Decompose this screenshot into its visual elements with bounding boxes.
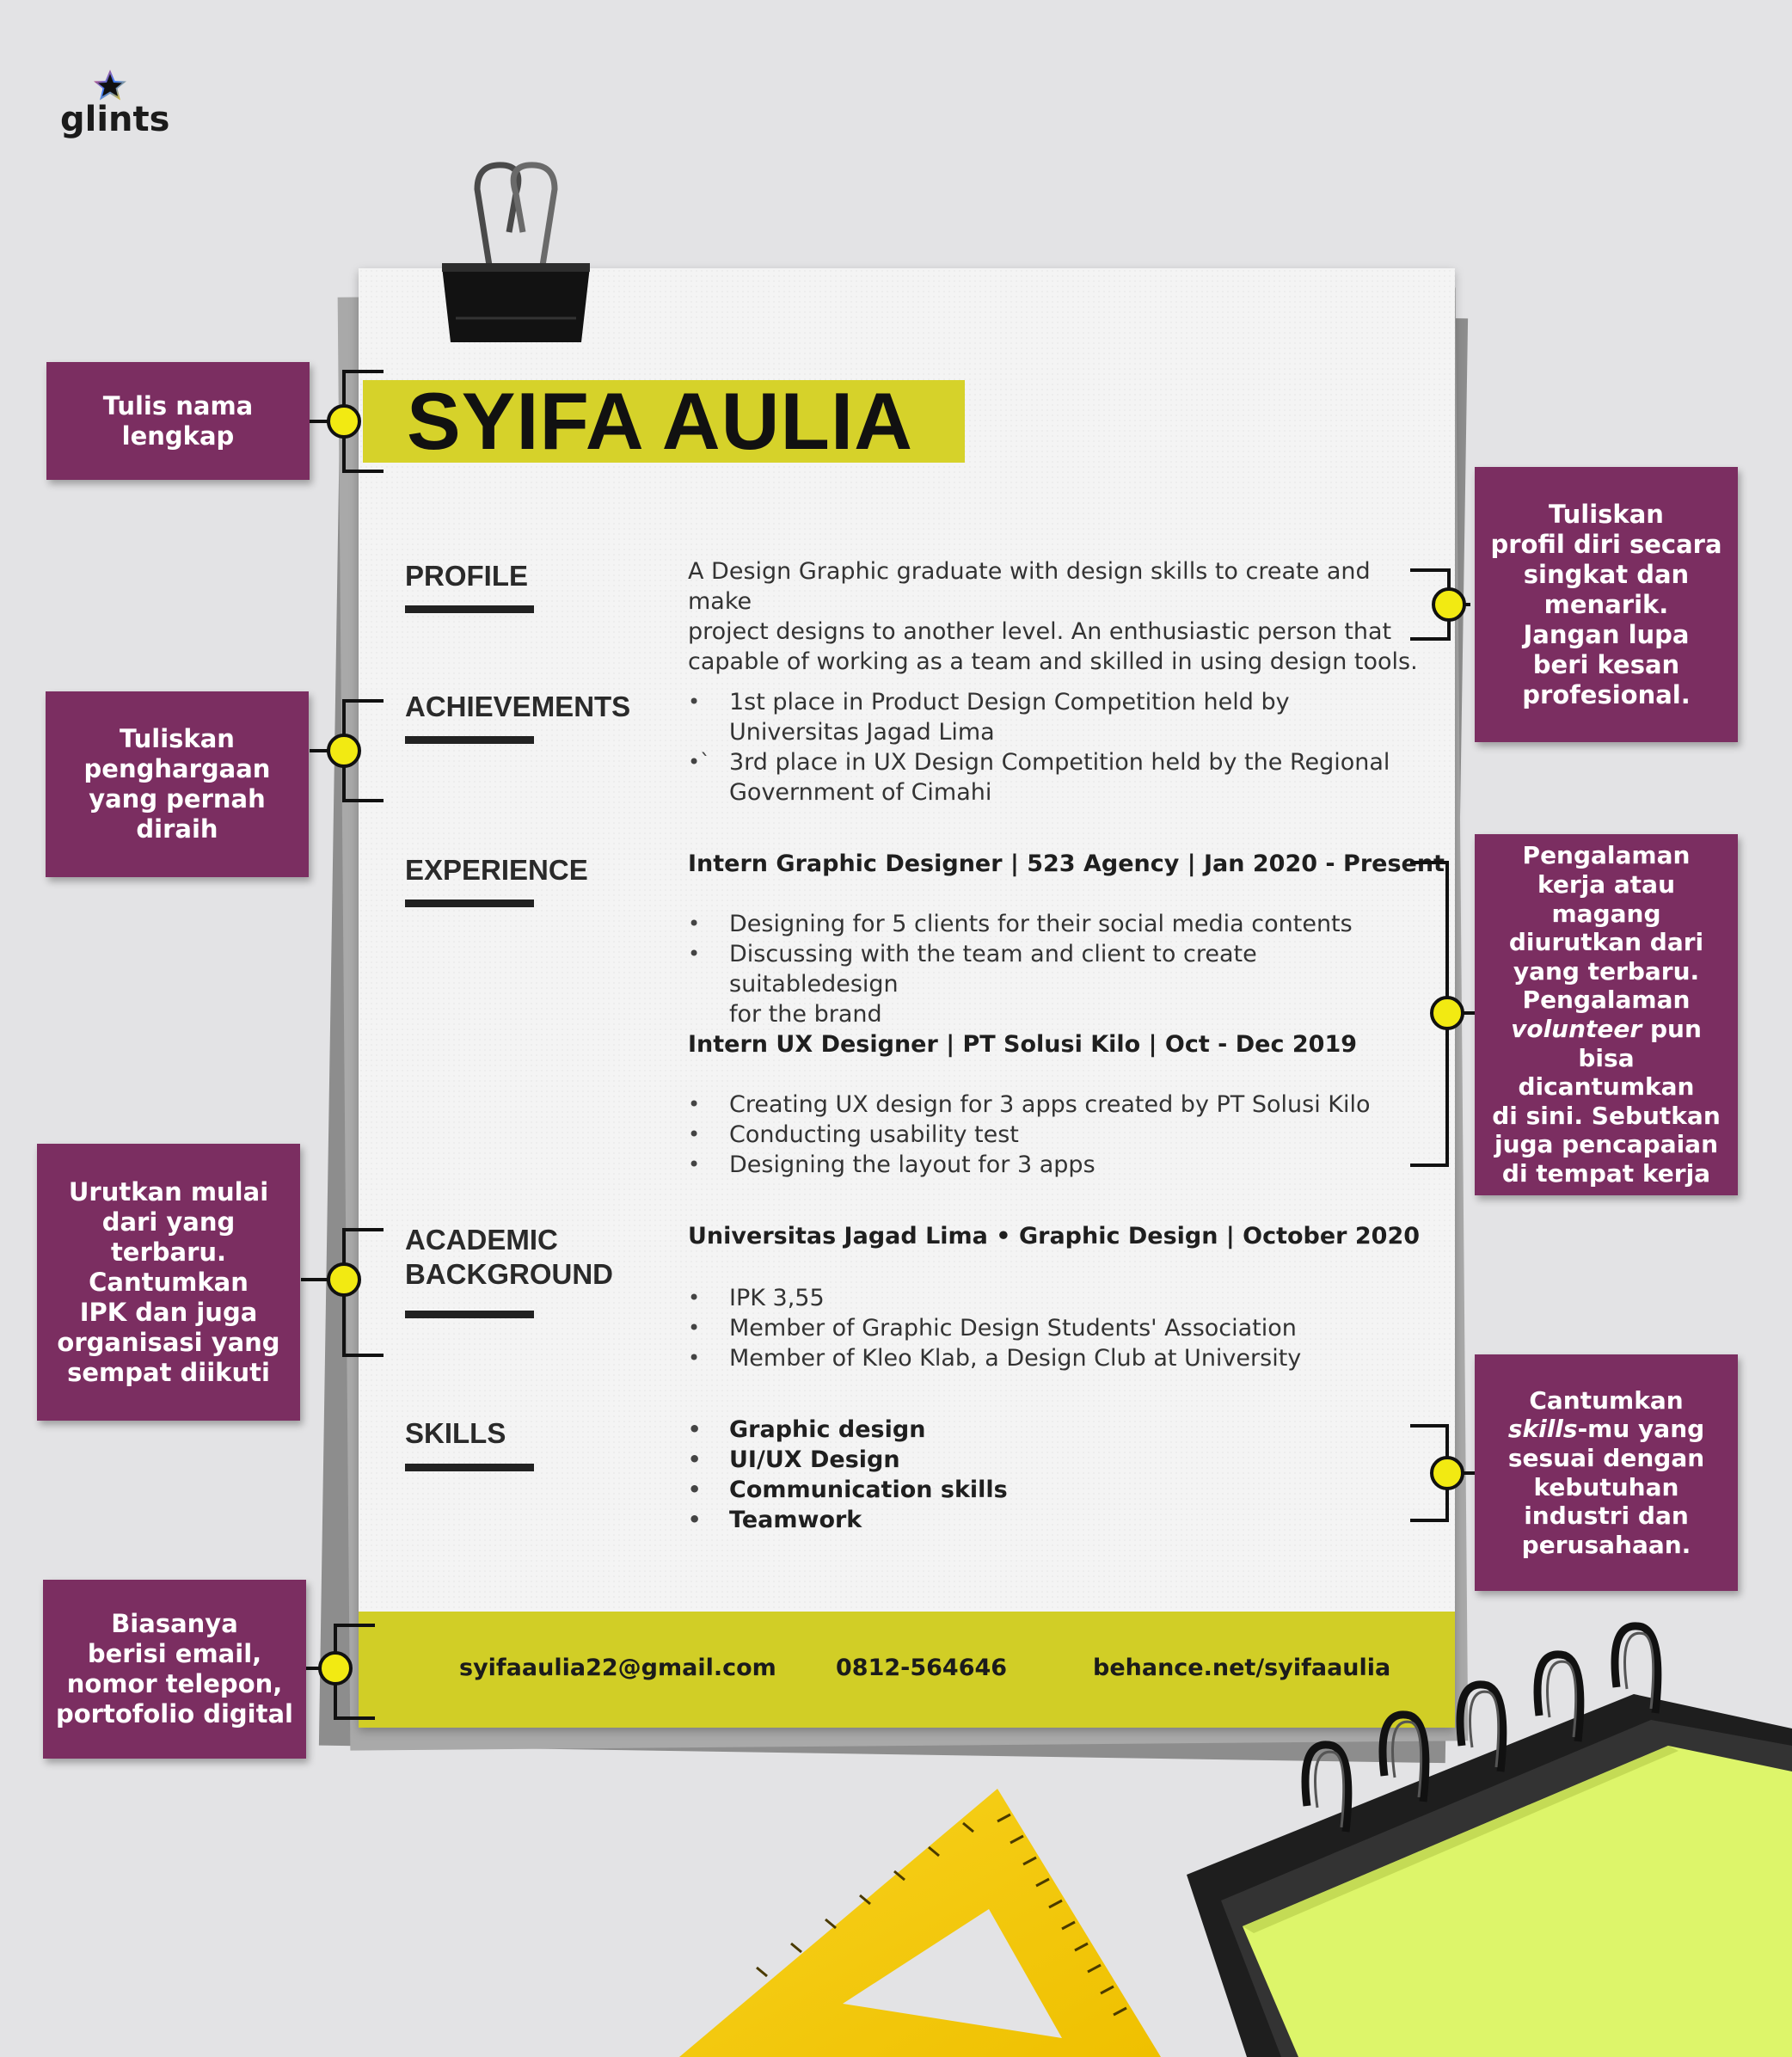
connector-dot	[1432, 998, 1463, 1028]
profile-heading: PROFILE	[405, 560, 529, 592]
connector-dot	[328, 735, 359, 766]
connector-dot	[328, 406, 359, 437]
skills-heading: SKILLS	[405, 1417, 506, 1449]
callout-skills: Cantumkan skills-mu yang sesuai dengan kebutuhan industri dan perusahaan.	[1475, 1354, 1738, 1591]
achievements-list: • 1st place in Product Design Competition held by Universitas Jagad Lima •` 3rd place in UX Design Competition held by the Regional Government of Cimahi	[688, 689, 1390, 806]
contact-email: syifaaulia22@gmail.com	[459, 1655, 776, 1681]
contact-portfolio: behance.net/syifaaulia	[1093, 1655, 1391, 1681]
callout-contact: Biasanya berisi email, nomor telepon, portofolio digital	[43, 1580, 306, 1759]
contact-phone: 0812-564646	[836, 1655, 1008, 1681]
connector-dot	[320, 1653, 351, 1684]
logo-wordmark: glints	[60, 100, 170, 139]
job-title-2: Intern UX Designer | PT Solusi Kilo | Oct - Dec 2019	[688, 1031, 1358, 1058]
achievements-heading: ACHIEVEMENTS	[405, 691, 631, 722]
connector-dot	[1433, 589, 1464, 620]
job-title-1: Intern Graphic Designer | 523 Agency | Jan 2020 - Present	[688, 850, 1445, 877]
experience-heading: EXPERIENCE	[405, 854, 588, 886]
job-1-list: • Designing for 5 clients for their social media contents • Discussing with the team and client to create suitabledesign for the brand	[688, 911, 1353, 1028]
academic-list: • IPK 3,55 • Member of Graphic Design Students' Association • Member of Kleo Klab, a Design Club at University	[688, 1285, 1302, 1372]
callout-experience: Pengalaman kerja atau magang diurutkan dari yang terbaru. Pengalaman volunteer pun bisa dicantumkan di sini. Sebutkan juga pencapaian di tempat kerja	[1475, 834, 1738, 1195]
notepad-icon	[1169, 1617, 1792, 2057]
triangle-ruler-icon	[671, 1780, 1178, 2057]
connector-dot	[328, 1264, 359, 1295]
academic-title: Universitas Jagad Lima • Graphic Design | October 2020	[688, 1223, 1421, 1250]
callout-name: Tulis nama lengkap	[46, 362, 310, 480]
callout-achievements: Tuliskan penghargaan yang pernah diraih	[46, 691, 309, 877]
profile-text: A Design Graphic graduate with design skills to create and make project designs to another level. An enthusiastic person that capable of working as a team and skilled in using design tools.	[688, 558, 1418, 675]
callout-academic: Urutkan mulai dari yang terbaru. Cantumkan IPK dan juga organisasi yang sempat diikuti	[37, 1144, 300, 1421]
job-2-list: • Creating UX design for 3 apps created by PT Solusi Kilo • Conducting usability test • Designing the layout for 3 apps	[688, 1091, 1371, 1178]
connector-dot	[1432, 1458, 1463, 1489]
callout-profile: Tuliskan profil diri secara singkat dan menarik. Jangan lupa beri kesan profesional.	[1475, 467, 1738, 742]
academic-heading: ACADEMIC BACKGROUND	[405, 1224, 613, 1290]
resume-name: SYIFA AULIA	[407, 376, 913, 466]
skills-list: • Graphic design • UI/UX Design • Communication skills • Teamwork	[688, 1416, 1008, 1533]
